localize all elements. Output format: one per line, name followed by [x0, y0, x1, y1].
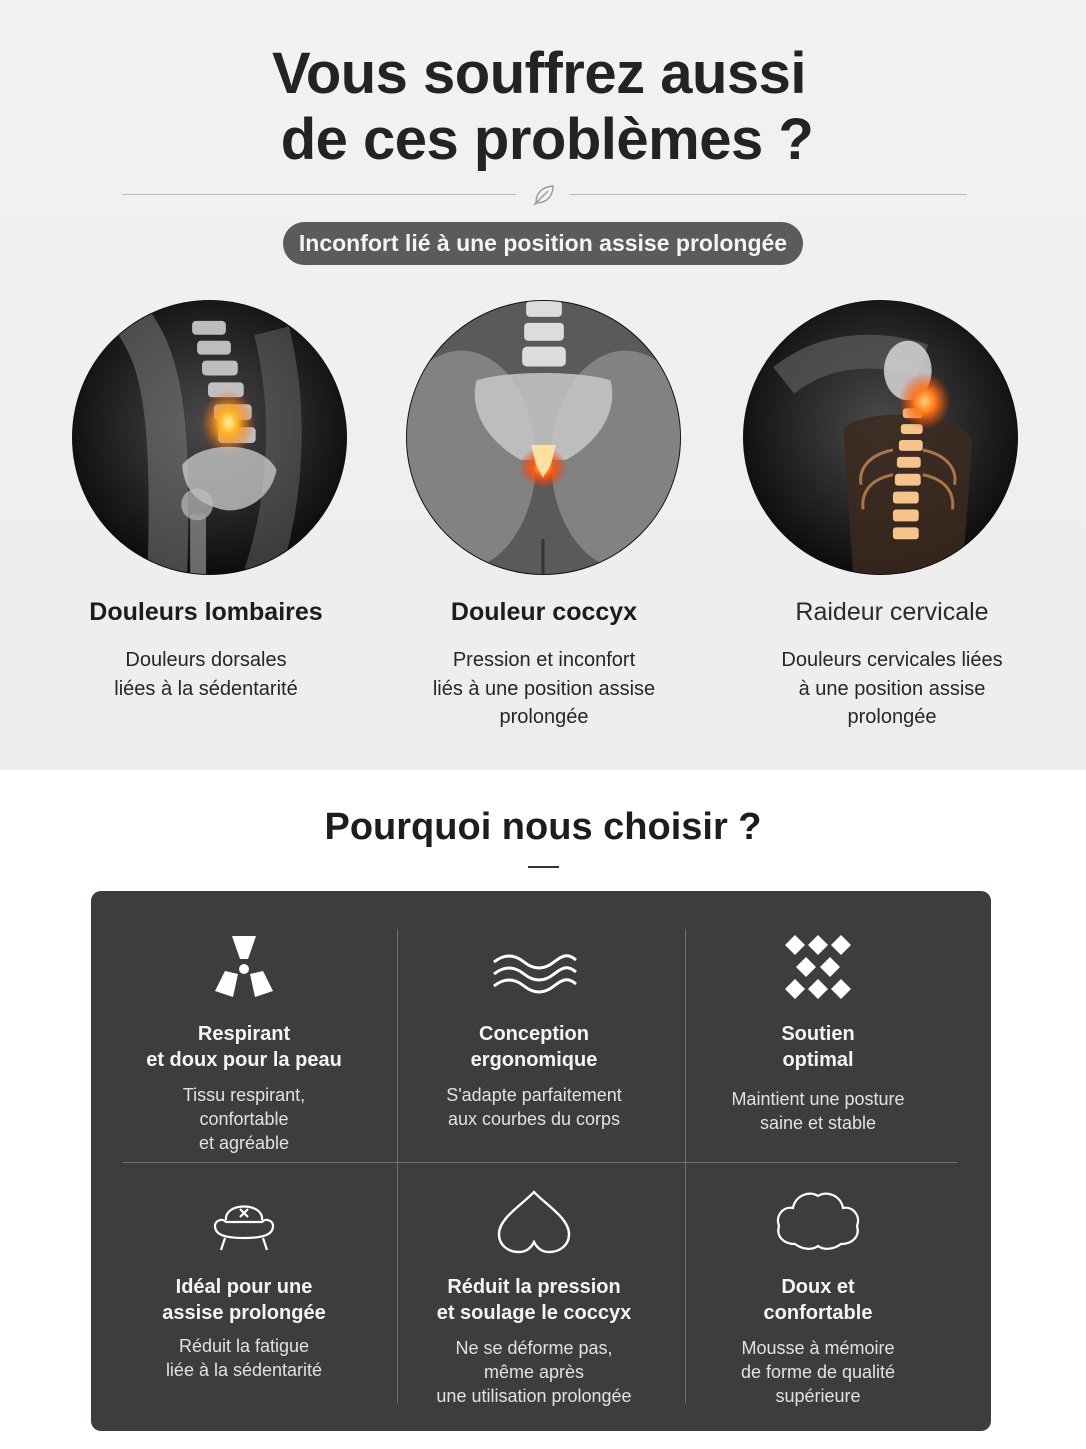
problem-desc-lower-back: Douleurs dorsales liées à la sédentarité	[114, 649, 298, 700]
feature-pressure-relief: Réduit la pression et soulage le coccyx Ne se déforme pas, même après une utilisation prolongée	[389, 1162, 679, 1431]
page-title-line2: de ces problèmes ?	[280, 107, 814, 172]
problem-title-coccyx: Douleur coccyx	[450, 598, 638, 626]
title-underline	[528, 866, 559, 868]
feature-title: Conception	[479, 1023, 589, 1045]
feature-title: Réduit la pression	[447, 1276, 621, 1298]
feature-title: Idéal pour une	[175, 1276, 313, 1298]
divider-left	[122, 194, 516, 195]
chair-icon	[209, 1188, 279, 1258]
cloud-icon	[773, 1186, 863, 1252]
feature-desc: S'adapte parfaitement	[446, 1085, 622, 1105]
why-us-title: Pourquoi nous choisir ?	[324, 806, 762, 848]
problem-desc-coccyx: Pression et inconfort liés à une position assise prolongée	[432, 649, 656, 728]
problem-category-pill: Inconfort lié à une position assise prolongée	[283, 222, 803, 265]
feature-soft: Doux et confortable Mousse à mémoire de forme de qualité supérieure	[673, 1162, 963, 1431]
feature-breathable: Respirant et doux pour la peau Tissu respirant, confortable et agréable	[99, 891, 389, 1162]
problem-title-lower-back: Douleurs lombaires	[89, 598, 323, 626]
coccyx-image	[406, 300, 681, 575]
feature-long-sitting: Idéal pour une assise prolongée Réduit la fatigue liée à la sédentarité	[99, 1162, 389, 1431]
feature-support: Soutien optimal Maintient une posture saine et stable	[673, 891, 963, 1162]
problem-title-neck: Raideur cervicale	[795, 598, 989, 626]
diamond-grid-icon	[783, 933, 853, 1003]
neck-spine-image	[743, 300, 1018, 575]
page-title-line1: Vous souffrez aussi	[271, 41, 807, 106]
leaf-icon	[531, 182, 557, 208]
feature-desc: Ne se déforme pas,	[455, 1338, 613, 1358]
feature-title: Doux et	[781, 1276, 855, 1298]
heart-icon	[493, 1186, 575, 1258]
feature-title: Respirant	[197, 1023, 291, 1045]
divider-right	[569, 194, 967, 195]
fan-icon	[209, 931, 279, 1001]
feature-desc: Mousse à mémoire	[741, 1338, 895, 1358]
feature-desc: Maintient une posture	[731, 1089, 905, 1109]
problem-desc-neck: Douleurs cervicales liées à une position assise prolongée	[781, 649, 1003, 728]
feature-title: Soutien	[781, 1023, 855, 1045]
feature-desc: Tissu respirant,	[182, 1085, 306, 1105]
lower-back-image	[72, 300, 347, 575]
feature-desc: Réduit la fatigue	[178, 1336, 310, 1356]
feature-ergonomic: Conception ergonomique S'adapte parfaitement aux courbes du corps	[389, 891, 679, 1162]
features-panel	[91, 891, 991, 1431]
waves-icon	[489, 935, 579, 1005]
